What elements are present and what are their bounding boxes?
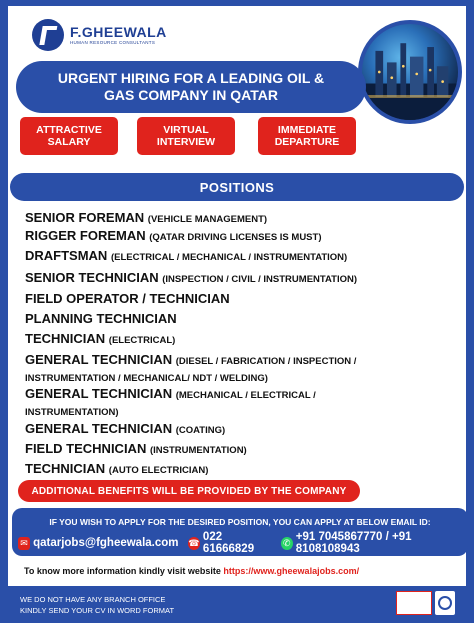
position-item xyxy=(25,291,465,308)
whatsapp-icon: ✆ xyxy=(281,537,293,550)
phone-icon: ☎ xyxy=(188,537,200,548)
whatsapp-numbers[interactable]: +91 7045867770 / +91 8108108943 xyxy=(295,531,412,555)
position-detail: (INSTRUMENTATION) xyxy=(149,445,247,456)
website-link[interactable]: https://www.gheewalajobs.com/ xyxy=(223,566,360,576)
certification-badges xyxy=(396,588,458,618)
position-title: DRAFTSMAN xyxy=(25,248,108,263)
highlight-departure: IMMEDIATE DEPARTURE xyxy=(258,117,356,155)
position-detail: (DIESEL / FABRICATION / INSPECTION / INSTRUMENTATION / MECHANICAL/ NDT / WELDING) xyxy=(25,356,357,384)
position-detail: (ELECTRICAL) xyxy=(108,335,176,346)
position-title: SENIOR FOREMAN xyxy=(25,210,145,225)
company-logo xyxy=(32,18,192,52)
position-item xyxy=(25,270,465,287)
position-detail: (AUTO ELECTRICIAN) xyxy=(108,465,209,476)
position-title: TECHNICIAN xyxy=(25,461,106,476)
certificate-badge-icon xyxy=(396,591,432,615)
position-item xyxy=(25,386,355,420)
position-title: TECHNICIAN xyxy=(25,331,106,346)
position-title: FIELD OPERATOR / TECHNICIAN xyxy=(25,291,230,306)
position-detail: (VEHICLE MANAGEMENT) xyxy=(147,214,268,225)
apply-panel xyxy=(12,508,468,556)
position-title: PLANNING TECHNICIAN xyxy=(25,311,177,326)
headline-banner xyxy=(16,61,366,113)
position-title: SENIOR TECHNICIAN xyxy=(25,270,159,285)
iso-seal-icon xyxy=(435,591,455,615)
footer-line-2: KINDLY SEND YOUR CV IN WORD FORMAT xyxy=(20,606,175,615)
position-item xyxy=(25,421,465,438)
position-detail: (INSPECTION / CIVIL / INSTRUMENTATION) xyxy=(162,274,357,285)
position-detail: (MECHANICAL / ELECTRICAL / INSTRUMENTATION) xyxy=(25,390,316,418)
position-item xyxy=(25,461,465,478)
position-title: GENERAL TECHNICIAN xyxy=(25,352,173,367)
position-item xyxy=(25,441,465,458)
benefits-banner: ADDITIONAL BENEFITS WILL BE PROVIDED BY THE COMPANY xyxy=(18,480,360,502)
position-detail: (COATING) xyxy=(175,425,226,436)
headline: URGENT HIRING FOR A LEADING OIL & GAS COMPANY IN QATAR xyxy=(57,70,325,103)
logo-tagline: HUMAN RESOURCE CONSULTANTS xyxy=(70,39,156,45)
highlight-salary: ATTRACTIVE SALARY xyxy=(20,117,118,155)
refinery-icon xyxy=(358,20,462,124)
position-title: FIELD TECHNICIAN xyxy=(25,441,147,456)
position-title: RIGGER FOREMAN xyxy=(25,228,146,243)
footer-line-1: WE DO NOT HAVE ANY BRANCH OFFICE xyxy=(20,595,166,604)
email-link[interactable]: qatarjobs@fgheewala.com xyxy=(33,537,179,549)
position-item xyxy=(25,331,465,348)
position-item xyxy=(25,210,465,227)
apply-instructions: IF YOU WISH TO APPLY FOR THE DESIRED POSITION, YOU CAN APPLY AT BELOW EMAIL ID: xyxy=(49,517,431,527)
logo-name: F.GHEEWALA xyxy=(70,23,167,40)
logo-mark-icon xyxy=(32,19,64,51)
position-title: GENERAL TECHNICIAN xyxy=(25,386,173,401)
highlight-interview: VIRTUAL INTERVIEW xyxy=(137,117,235,155)
position-title: GENERAL TECHNICIAN xyxy=(25,421,173,436)
position-detail: (ELECTRICAL / MECHANICAL / INSTRUMENTATION) xyxy=(110,252,348,263)
mail-icon: ✉ xyxy=(18,537,30,550)
website-prefix: To know more information kindly visit website xyxy=(24,566,221,576)
position-item xyxy=(25,352,375,386)
position-item xyxy=(25,248,465,265)
position-detail: (QATAR DRIVING LICENSES IS MUST) xyxy=(149,232,322,243)
website-line xyxy=(24,566,359,576)
phone-number[interactable]: 022 61666829 xyxy=(202,531,255,555)
position-item xyxy=(25,311,465,328)
position-item xyxy=(25,228,465,245)
contact-row xyxy=(18,531,466,555)
footer-note xyxy=(20,594,174,616)
positions-heading: POSITIONS xyxy=(10,173,464,201)
advert-card xyxy=(8,6,466,586)
